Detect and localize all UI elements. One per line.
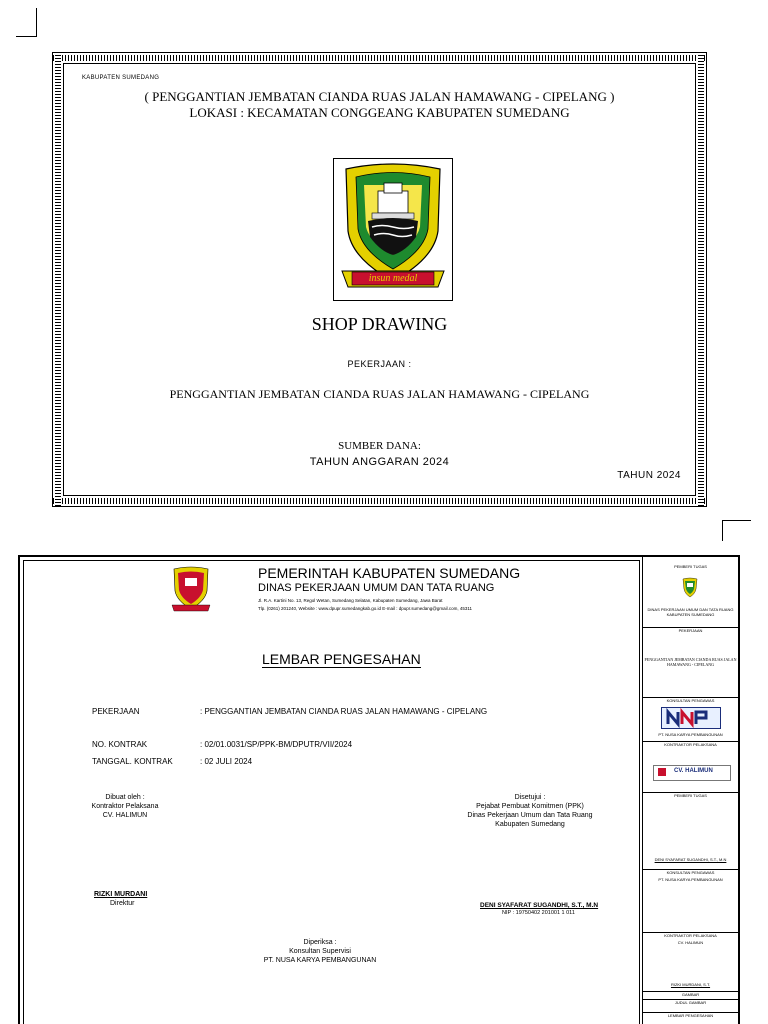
approved-by-block: [450, 793, 610, 829]
made-by-block: [70, 793, 180, 820]
sb-work-label: PEKERJAAN: [643, 627, 738, 633]
sb-work-name: PENGGANTIAN JEMBATAN CIANDA RUAS JALAN HAMAWANG - CIPELANG: [644, 657, 737, 667]
regency-label: KABUPATEN SUMEDANG: [82, 75, 160, 81]
sb-contractor-logo-text: CV. HALIMUN: [674, 768, 713, 774]
crop-mark-top-left: [16, 8, 37, 37]
made-by-role: Kontraktor Pelaksana: [91, 803, 159, 810]
sb-contractor-sign-label: KONTRAKTOR PELAKSANA: [643, 932, 738, 938]
logo-motto: insun medal: [368, 273, 418, 284]
approved-by-regency: Kabupaten Sumedang: [495, 821, 565, 828]
checked-by-heading: Diperiksa :: [303, 939, 337, 946]
border-hatch-top: [53, 55, 706, 61]
crop-mark-bottom-right: [722, 520, 751, 541]
sb-contractor-sign-name: RIZKI MURDANI, S.T.: [670, 982, 711, 987]
regency-small-crest-icon: [170, 565, 212, 615]
sb-contractor-label: KONTRAKTOR PELAKSANA: [643, 741, 738, 747]
work-label: PEKERJAAN :: [347, 359, 412, 369]
consultant-logo-icon: [662, 708, 720, 728]
sb-consultant-name: PT. NUSA KARYA PEMBANGUNAN: [658, 732, 723, 737]
approved-by-agency: Dinas Pekerjaan Umum dan Tata Ruang: [467, 812, 593, 819]
sb-owner-label: PEMBERI TUGAS: [674, 564, 707, 569]
title-block-sidebar: [642, 557, 738, 1024]
project-title: ( PENGGANTIAN JEMBATAN CIANDA RUAS JALAN HAMAWANG - CIPELANG ): [144, 89, 615, 104]
border-hatch-bottom: [53, 498, 706, 504]
contractor-logo-icon: [658, 768, 666, 776]
approved-by-name: DENI SYAFARAT SUGANDHI, S.T., M.N: [480, 902, 599, 909]
checked-by-block: [240, 938, 400, 965]
sheet-title: LEMBAR PENGESAHAN: [262, 651, 421, 667]
field-label-contract-no: NO. KONTRAK: [92, 740, 148, 749]
cover-page: [52, 52, 707, 507]
gov-name: PEMERINTAH KABUPATEN SUMEDANG: [258, 565, 521, 581]
sb-sheet-label: JUDUL GAMBAR: [643, 999, 738, 1005]
project-location: LOKASI : KECAMATAN CONGGEANG KABUPATEN SUMEDANG: [189, 105, 570, 120]
field-value-contract-no: : 02/01.0031/SP/PPK-BM/DPUTR/VII/2024: [200, 740, 353, 749]
field-value-work: : PENGGANTIAN JEMBATAN CIANDA RUAS JALAN HAMAWANG - CIPELANG: [200, 707, 488, 716]
sb-consultant-sign-label: KONSULTAN PENGAWAS: [643, 869, 738, 875]
agency-address: Jl. R.A. Kartini No. 13, Regol Wetan, Sumedang Selatan, Kabupaten Sumedang, Jawa Barat: [258, 598, 443, 603]
field-label-work: PEKERJAAN: [92, 707, 140, 716]
made-by-position: Direktur: [110, 900, 135, 907]
agency-contact: Tlp. (0261) 201240, Website : www.dpupr.sumedangkab.go.id E-mail : dpupr.sumedang@gmail.com, 45311: [258, 606, 473, 611]
cover-inner-frame: [63, 63, 696, 496]
sb-regency-crest-icon: [681, 577, 699, 599]
sb-drawing-label: GAMBAR: [643, 991, 738, 997]
border-hatch-right: [698, 53, 704, 506]
sb-ppk-name: DENI SYAFARAT SUGANDHI, S.T., M.N: [654, 857, 727, 862]
approval-page: [18, 555, 740, 1024]
made-by-company: CV. HALIMUN: [102, 812, 148, 819]
work-name: PENGGANTIAN JEMBATAN CIANDA RUAS JALAN HAMAWANG - CIPELANG: [169, 387, 590, 401]
agency-name: DINAS PEKERJAAN UMUM DAN TATA RUANG: [258, 582, 495, 594]
fund-value: TAHUN ANGGARAN 2024: [309, 456, 450, 468]
border-hatch-left: [55, 53, 61, 506]
checked-by-role: Konsultan Supervisi: [289, 948, 351, 955]
sb-owner-name: DINAS PEKERJAAN UMUM DAN TATA RUANG KABUPATEN SUMEDANG: [647, 607, 734, 617]
regency-logo-frame: [333, 158, 453, 301]
approved-by-role: Pejabat Pembuat Komitmen (PPK): [476, 803, 584, 810]
sb-consultant-logo: [661, 707, 721, 729]
sb-consultant-label: KONSULTAN PENGAWAS: [643, 697, 738, 703]
year-label: TAHUN 2024: [617, 470, 681, 481]
sb-consultant-sign-company: PT. NUSA KARYA PEMBANGUNAN: [658, 877, 723, 882]
sb-ppk-label: PEMBERI TUGAS: [643, 792, 738, 798]
approved-by-heading: Disetujui :: [514, 794, 546, 801]
made-by-name: RIZKI MURDANI: [94, 891, 148, 898]
field-label-contract-date: TANGGAL. KONTRAK: [92, 757, 173, 766]
sb-contractor-sign-company: CV. HALIMUN: [677, 940, 704, 945]
field-value-contract-date: : 02 JULI 2024: [200, 757, 253, 766]
document-type: SHOP DRAWING: [311, 314, 448, 334]
made-by-heading: Dibuat oleh :: [105, 794, 145, 801]
approved-by-nip: NIP : 19750402 201001 1 011: [502, 910, 575, 916]
sb-sheet-value: LEMBAR PENGESAHAN: [643, 1012, 738, 1018]
fund-label: SUMBER DANA:: [338, 440, 421, 452]
sb-contractor-logo: [653, 765, 731, 781]
checked-by-company: PT. NUSA KARYA PEMBANGUNAN: [263, 957, 377, 964]
